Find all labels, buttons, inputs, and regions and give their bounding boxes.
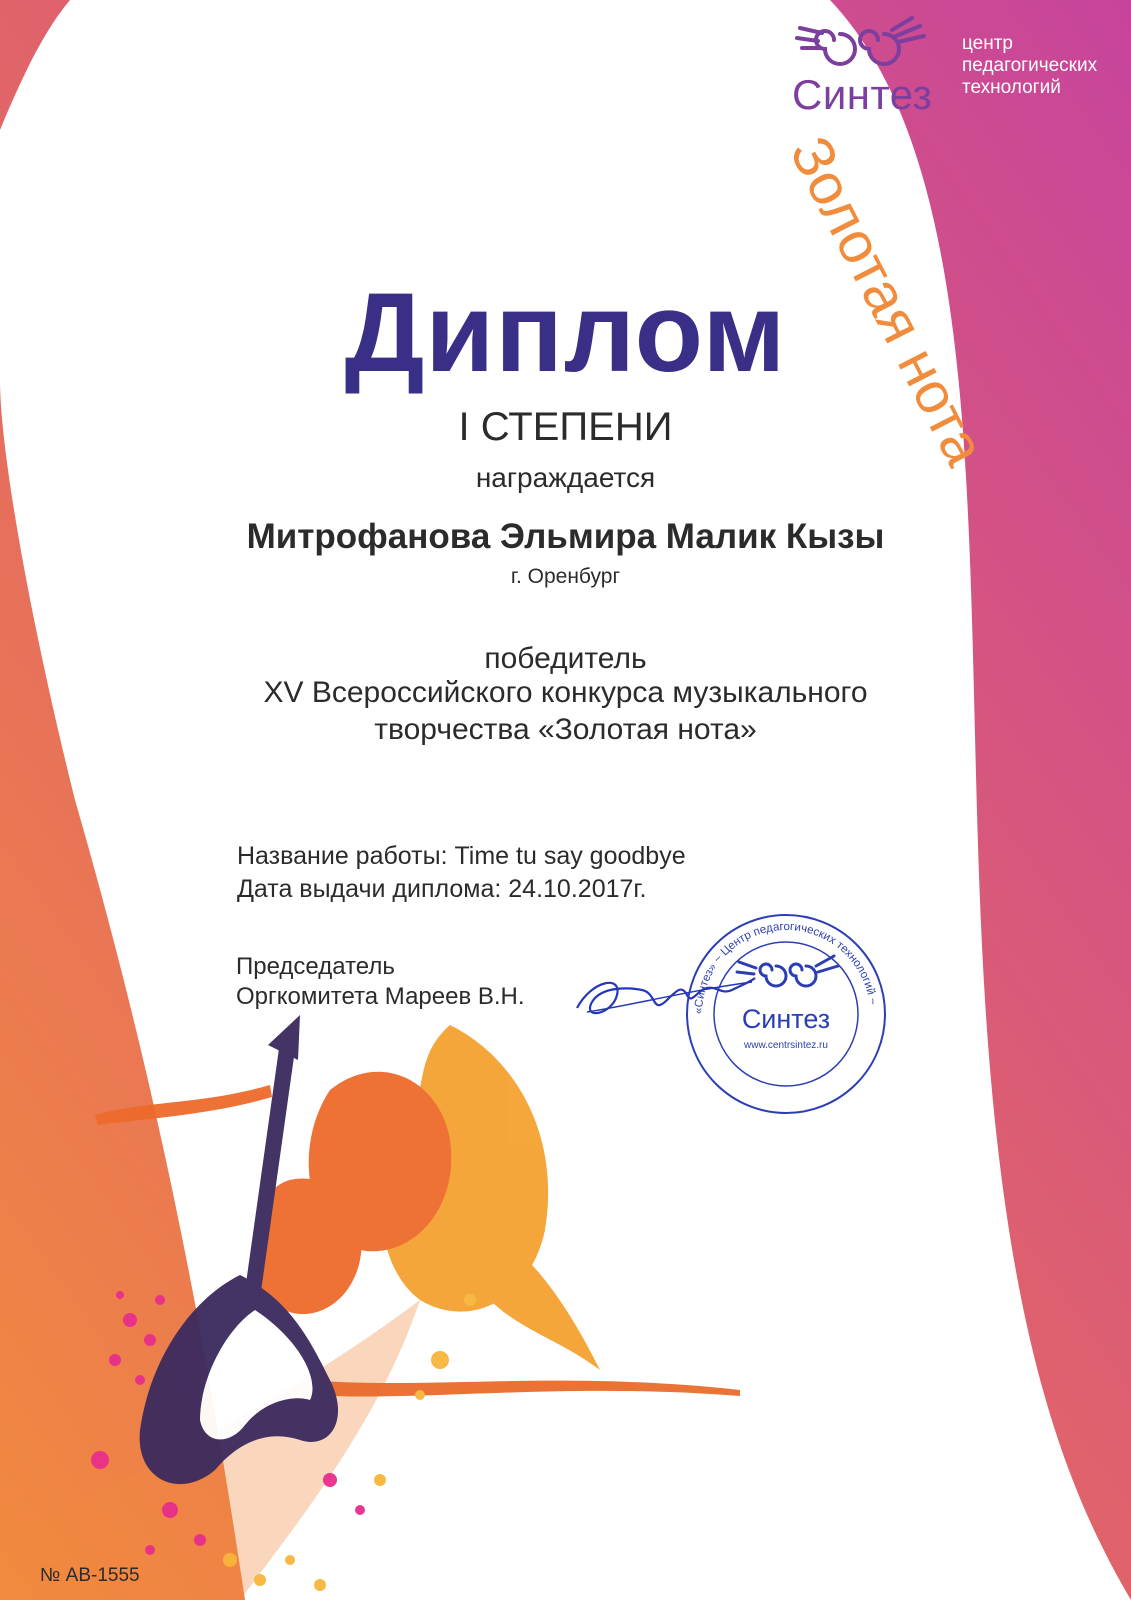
diploma-title: Диплом <box>344 270 787 395</box>
logo-tagline: центр педагогических технологий <box>962 33 1098 98</box>
recipient-city: г. Оренбург <box>510 565 621 588</box>
work-title: Название работы: Time tu say goodbye <box>237 842 686 870</box>
stamp-ring-text: «Синтез» ~ Центр педагогических технологий ~ <box>692 920 879 1015</box>
diploma-number: № АВ-1555 <box>40 1565 140 1586</box>
diploma-degree: I СТЕПЕНИ <box>458 405 673 449</box>
svg-text:«Синтез» ~ Центр педагогически <box>693 921 879 1014</box>
synthesis-logo <box>792 8 1127 118</box>
swirl-hands-logo-icon <box>792 8 942 68</box>
seal-stamp <box>684 912 888 1116</box>
recipient-name: Митрофанова Эльмира Малик Кызы <box>246 517 885 556</box>
awarded-text: награждается <box>475 462 656 493</box>
stamp-website: www.centrsintez.ru <box>744 1040 828 1051</box>
award-status: победитель <box>484 642 647 675</box>
chairman-line-1: Председатель <box>236 953 395 980</box>
vertical-competition-title: Золотая нота <box>777 126 998 476</box>
issue-date: Дата выдачи диплома: 24.10.2017г. <box>237 875 647 903</box>
chairman-line-2: Оргкомитета Мареев В.Н. <box>236 983 525 1010</box>
stamp-brand: Синтез <box>741 1004 831 1034</box>
contest-line-2: творчества «Золотая нота» <box>374 713 757 746</box>
logo-brand: Синтез <box>792 71 933 118</box>
contest-line-1: XV Всероссийского конкурса музыкального <box>263 676 868 709</box>
